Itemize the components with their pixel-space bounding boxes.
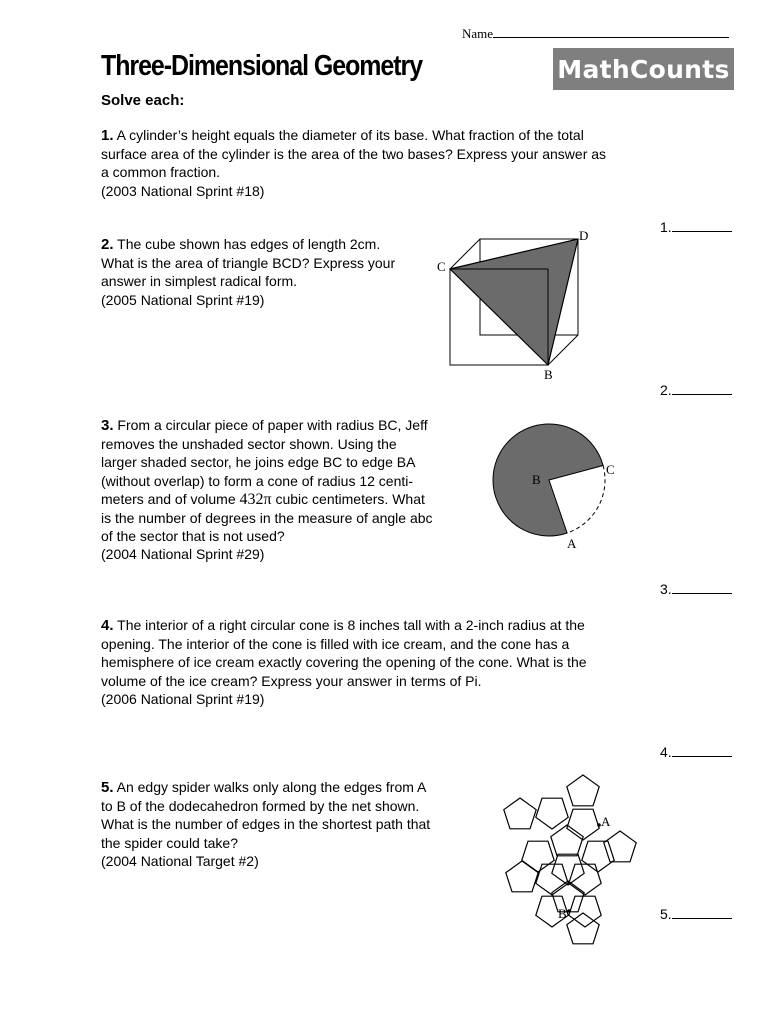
net-pentagon	[582, 841, 614, 872]
page-title: Three-Dimensional Geometry	[101, 50, 423, 82]
problem-source: (2004 National Target #2)	[101, 852, 259, 869]
problem-text: to B of the dodecahedron formed by the net shown.	[101, 798, 420, 815]
problem-5	[101, 778, 430, 870]
problem-text: cubic centimeters. What	[271, 490, 425, 507]
problem-source: (2005 National Sprint #19)	[101, 291, 265, 308]
problem-text: answer in simplest radical form.	[101, 273, 298, 290]
answer-line[interactable]	[672, 382, 732, 395]
cube-figure	[430, 225, 595, 385]
answer-number: 5.	[660, 906, 672, 922]
label-a: A	[601, 814, 611, 829]
answer-line[interactable]	[672, 219, 732, 232]
problem-number: 3.	[101, 417, 114, 434]
volume-expression: 432π	[239, 490, 272, 508]
problem-number: 2.	[101, 236, 114, 253]
label-c: C	[437, 259, 446, 274]
problem-text: opening. The interior of the cone is filled with ice cream, and the cone has a	[101, 636, 570, 653]
mathcounts-logo: MathCounts	[553, 48, 734, 90]
answer-number: 2.	[660, 382, 672, 398]
problem-text: hemisphere of ice cream exactly covering the opening of the cone. What is the	[101, 654, 587, 671]
net-pentagon	[522, 841, 554, 872]
problem-text: is the number of degrees in the measure of angle abc	[101, 510, 433, 527]
problem-text: From a circular piece of paper with radius BC, Jeff	[113, 417, 428, 433]
problem-1	[101, 126, 606, 200]
answer-blank-2[interactable]	[660, 382, 732, 398]
net-pentagon	[536, 864, 568, 895]
problem-text: meters and of volume	[101, 490, 240, 507]
label-b: B	[544, 367, 553, 382]
problem-text: What is the number of edges in the shortest path that	[101, 816, 431, 833]
answer-line[interactable]	[672, 906, 732, 919]
net-pentagon	[569, 864, 601, 895]
problem-text: (without overlap) to form a cone of radius 12 centi-	[101, 472, 414, 489]
answer-line[interactable]	[672, 744, 732, 757]
problem-text: larger shaded sector, he joins edge BC to edge BA	[101, 454, 416, 471]
problem-text: The cube shown has edges of length 2cm.	[113, 236, 381, 252]
problem-number: 5.	[101, 779, 114, 796]
problem-source: (2006 National Sprint #19)	[101, 690, 265, 707]
problem-4	[101, 616, 587, 708]
removed-sector-arc	[567, 466, 605, 534]
answer-blank-5[interactable]	[660, 906, 732, 922]
net-pentagon	[551, 825, 583, 856]
instruction: Solve each:	[101, 92, 185, 109]
answer-blank-4[interactable]	[660, 744, 732, 760]
problem-text: A cylinder’s height equals the diameter of its base. What fraction of the total	[113, 127, 584, 143]
problem-2	[101, 235, 395, 309]
sector-figure	[480, 415, 630, 560]
problem-text: of the sector that is not used?	[101, 528, 285, 545]
net-pentagon	[567, 775, 599, 806]
answer-blank-1[interactable]	[660, 219, 732, 235]
problem-text: volume of the ice cream? Express your answer in terms of Pi.	[101, 672, 482, 689]
problem-text: a common fraction.	[101, 164, 221, 181]
problem-text: removes the unshaded sector shown. Using the	[101, 436, 397, 453]
problem-text: The interior of a right circular cone is 8 inches tall with a 2-inch radius at the	[113, 617, 585, 633]
label-b: B	[558, 906, 567, 921]
point-a	[597, 823, 601, 827]
net-pentagon	[604, 831, 636, 862]
answer-number: 1.	[660, 219, 672, 235]
name-label: Name	[462, 26, 494, 41]
label-d: D	[579, 228, 589, 243]
answer-number: 4.	[660, 744, 672, 760]
shaded-sector	[493, 424, 603, 536]
answer-blank-3[interactable]	[660, 581, 732, 597]
label-c: C	[606, 462, 615, 477]
label-a: A	[567, 536, 577, 551]
net-pentagon	[504, 798, 536, 829]
net-pentagon	[506, 861, 538, 892]
net-pentagon	[567, 809, 599, 840]
problem-3	[101, 416, 433, 564]
problem-text: An edgy spider walks only along the edges from A	[113, 779, 427, 795]
problem-number: 4.	[101, 617, 114, 634]
problem-source: (2003 National Sprint #18)	[101, 182, 265, 199]
name-field[interactable]	[462, 26, 729, 42]
triangle-bcd	[450, 239, 578, 365]
net-pentagon	[536, 798, 568, 829]
problem-number: 1.	[101, 127, 114, 144]
answer-number: 3.	[660, 581, 672, 597]
name-blank[interactable]	[493, 26, 729, 38]
point-b	[567, 909, 571, 913]
label-b: B	[532, 472, 541, 487]
problem-text: What is the area of triangle BCD? Express your	[101, 255, 396, 272]
problem-text: surface area of the cylinder is the area of the two bases? Express your answer as	[101, 146, 607, 163]
dodecahedron-net-figure	[490, 770, 650, 950]
problem-source: (2004 National Sprint #29)	[101, 546, 265, 563]
answer-line[interactable]	[672, 581, 732, 594]
problem-text: the spider could take?	[101, 834, 238, 851]
